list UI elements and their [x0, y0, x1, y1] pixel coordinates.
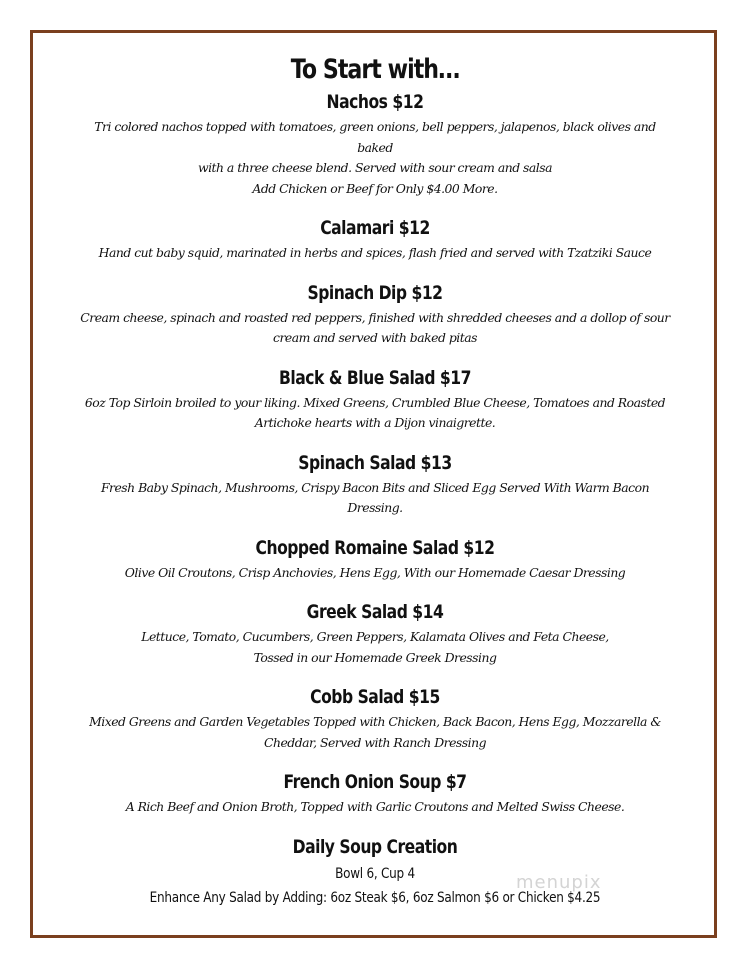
menu-item-spinach-salad	[40, 451, 710, 519]
menu-content	[40, 52, 710, 910]
menu-item-nachos	[40, 90, 710, 199]
item-name: French Onion Soup $7	[283, 771, 467, 793]
menu-item-chopped-romaine-salad	[40, 536, 710, 584]
description-line: Tossed in our Homemade Greek Dressing	[253, 649, 497, 665]
description-line: Cheddar, Served with Ranch Dressing	[263, 734, 487, 750]
description-line: with a three cheese blend. Served with sour cream and salsa	[197, 160, 553, 175]
menu-item-daily-soup	[40, 835, 710, 910]
item-name: Spinach Dip $12	[307, 281, 443, 304]
salad-enhancements: Enhance Any Salad by Adding: 6oz Steak $6, 6oz Salmon $6 or Chicken $4.25	[149, 889, 601, 906]
description-line: Add Chicken or Beef for Only $4.00 More.	[252, 180, 498, 196]
item-description	[75, 117, 675, 199]
description-line: Hand cut baby squid, marinated in herbs and spices, flash fried and served with Tzatziki Sauce	[98, 245, 652, 260]
description-line: Artichoke hearts with a Dijon vinaigrette.	[254, 415, 496, 430]
description-line: Tri colored nachos topped with tomatoes, green onions, bell peppers, jalapenos, black olives and baked	[94, 119, 656, 155]
item-description	[75, 563, 675, 584]
menu-item-black-blue-salad	[40, 366, 710, 434]
description-line: Fresh Baby Spinach, Mushrooms, Crispy Bacon Bits and Sliced Egg Served With Warm Bacon Dressing.	[100, 479, 650, 515]
menu-item-cobb-salad	[40, 685, 710, 753]
item-description	[75, 393, 675, 434]
item-name: Chopped Romaine Salad $12	[255, 536, 495, 559]
item-name: Cobb Salad $15	[310, 686, 440, 708]
item-description	[75, 478, 675, 519]
description-line: Olive Oil Croutons, Crisp Anchovies, Hens Egg, With our Homemade Caesar Dressing	[124, 564, 626, 580]
menu-item-calamari	[40, 216, 710, 264]
description-line: Mixed Greens and Garden Vegetables Topped with Chicken, Back Bacon, Hens Egg, Mozzarella &	[89, 714, 661, 729]
item-name: Calamari $12	[320, 217, 430, 239]
description-line: Lettuce, Tomato, Cucumbers, Green Peppers, Kalamata Olives and Feta Cheese,	[141, 629, 609, 644]
item-description	[75, 308, 675, 349]
item-name: Greek Salad $14	[306, 601, 444, 623]
description-line: Cream cheese, spinach and roasted red peppers, finished with shredded cheeses and a dollop of sour	[80, 309, 670, 325]
item-name: Black & Blue Salad $17	[279, 366, 471, 389]
item-description	[75, 712, 675, 753]
description-line: 6oz Top Sirloin broiled to your liking. Mixed Greens, Crumbled Blue Cheese, Tomatoes and Roasted	[84, 394, 666, 410]
menu-item-greek-salad	[40, 600, 710, 668]
item-name: Nachos $12	[326, 91, 424, 113]
menupix-watermark: menupix	[516, 872, 602, 893]
item-description	[75, 797, 675, 818]
item-description	[75, 627, 675, 668]
description-line: A Rich Beef and Onion Broth, Topped with Garlic Croutons and Melted Swiss Cheese.	[125, 799, 625, 814]
menu-title: To Start with…	[290, 54, 460, 85]
menu-item-french-onion-soup	[40, 770, 710, 818]
item-name: Daily Soup Creation	[292, 835, 458, 858]
description-line: cream and served with baked pitas	[273, 330, 477, 345]
item-name: Spinach Salad $13	[298, 451, 452, 474]
soup-sizes: Bowl 6, Cup 4	[335, 865, 415, 882]
menu-item-spinach-dip	[40, 281, 710, 349]
item-description	[75, 243, 675, 264]
